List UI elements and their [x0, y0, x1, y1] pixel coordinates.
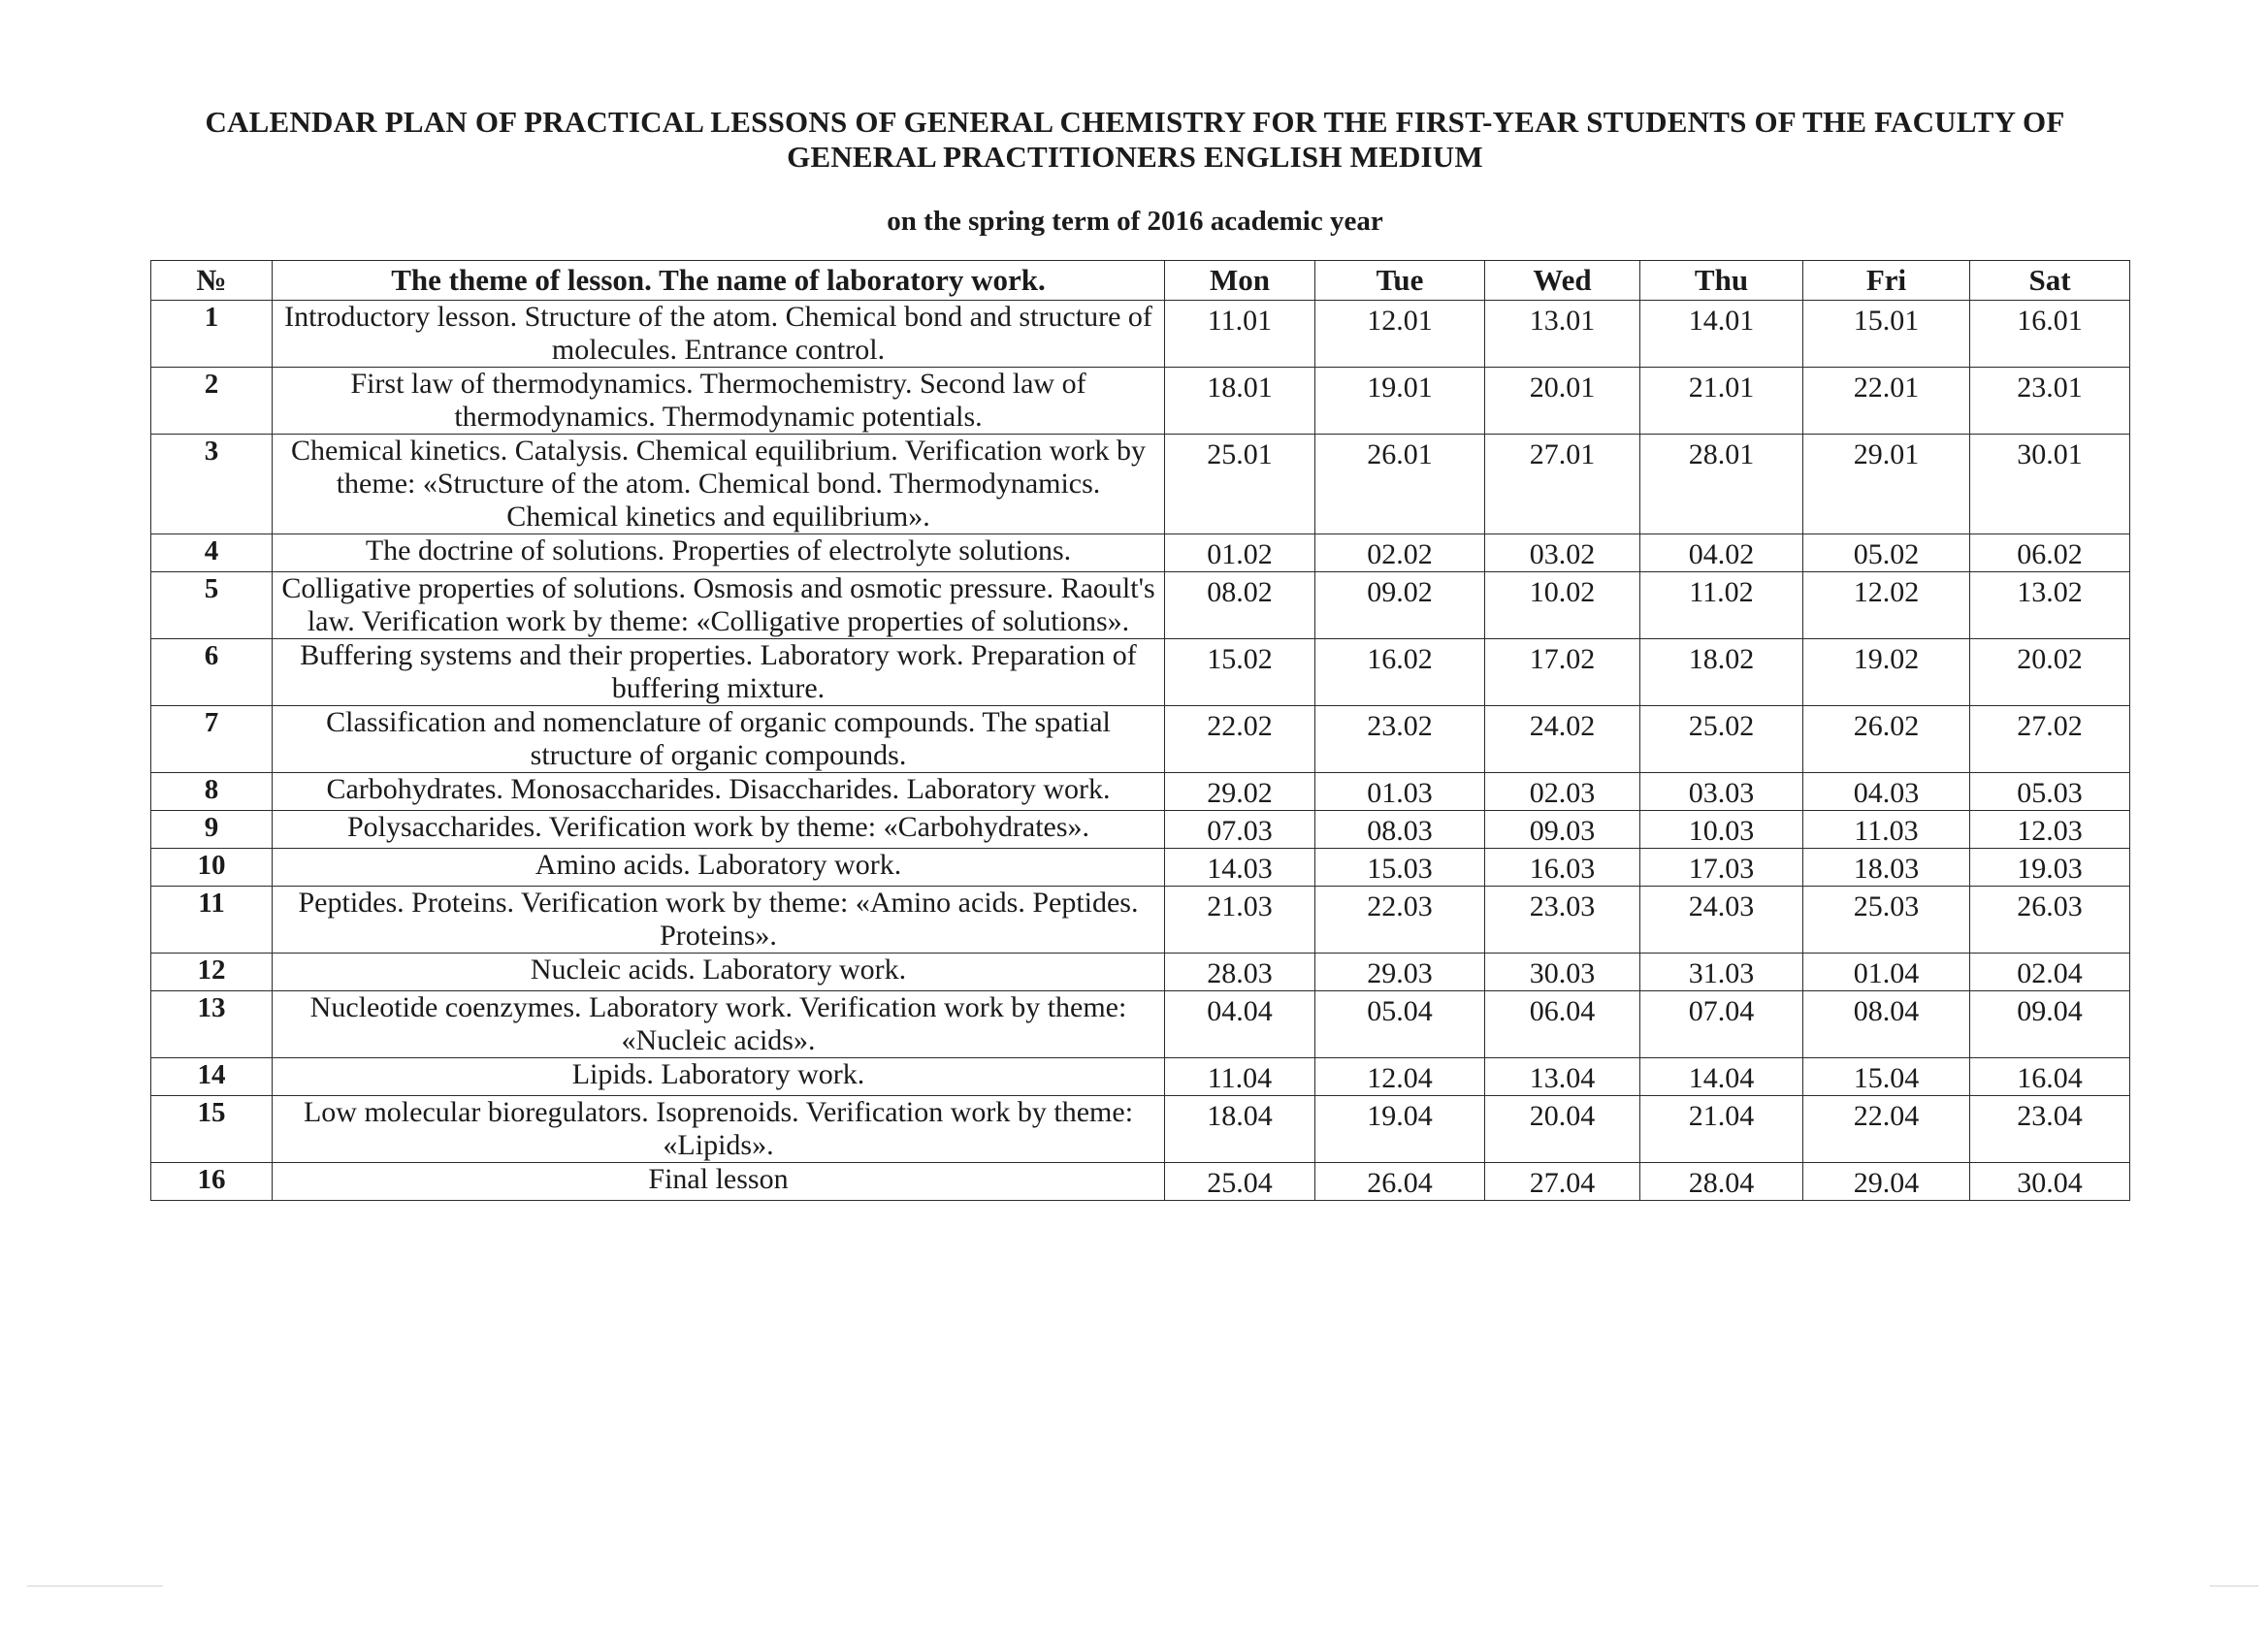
lesson-date-mon: 11.04 — [1165, 1058, 1315, 1096]
lesson-date-sat: 16.01 — [1970, 301, 2130, 368]
lesson-number: 6 — [151, 639, 273, 706]
lesson-date-tue: 29.03 — [1315, 954, 1485, 991]
lesson-date-sat: 02.04 — [1970, 954, 2130, 991]
table-row — [151, 1163, 2130, 1201]
lesson-theme: Amino acids. Laboratory work. — [273, 849, 1165, 887]
lesson-date-tue: 01.03 — [1315, 773, 1485, 811]
lesson-date-mon: 25.04 — [1165, 1163, 1315, 1201]
lesson-date-sat: 23.01 — [1970, 368, 2130, 435]
lesson-date-mon: 14.03 — [1165, 849, 1315, 887]
table-header-row — [151, 261, 2130, 301]
header-wed: Wed — [1485, 261, 1640, 301]
lesson-date-sat: 16.04 — [1970, 1058, 2130, 1096]
table-row — [151, 534, 2130, 572]
lesson-date-thu: 25.02 — [1640, 706, 1803, 773]
lesson-number: 1 — [151, 301, 273, 368]
header-number: № — [151, 261, 273, 301]
lesson-date-thu: 28.04 — [1640, 1163, 1803, 1201]
lesson-date-sat: 26.03 — [1970, 887, 2130, 954]
lesson-theme: Introductory lesson. Structure of the atom. Chemical bond and structure of molecules. Entrance control. — [273, 301, 1165, 368]
table-body — [151, 301, 2130, 1201]
table-row — [151, 773, 2130, 811]
header-theme: The theme of lesson. The name of laboratory work. — [273, 261, 1165, 301]
lesson-number: 12 — [151, 954, 273, 991]
lesson-date-tue: 12.04 — [1315, 1058, 1485, 1096]
lesson-date-fri: 22.04 — [1803, 1096, 1970, 1163]
lesson-date-mon: 28.03 — [1165, 954, 1315, 991]
header-tue: Tue — [1315, 261, 1485, 301]
lesson-theme: The doctrine of solutions. Properties of electrolyte solutions. — [273, 534, 1165, 572]
lesson-date-wed: 06.04 — [1485, 991, 1640, 1058]
lesson-date-fri: 11.03 — [1803, 811, 1970, 849]
lesson-date-wed: 02.03 — [1485, 773, 1640, 811]
lesson-date-tue: 19.04 — [1315, 1096, 1485, 1163]
lesson-number: 4 — [151, 534, 273, 572]
lesson-date-tue: 22.03 — [1315, 887, 1485, 954]
lesson-theme: Polysaccharides. Verification work by theme: «Carbohydrates». — [273, 811, 1165, 849]
table-row — [151, 1096, 2130, 1163]
lesson-date-sat: 27.02 — [1970, 706, 2130, 773]
table-row — [151, 301, 2130, 368]
lesson-date-fri: 15.01 — [1803, 301, 1970, 368]
table-row — [151, 706, 2130, 773]
lesson-date-tue: 26.04 — [1315, 1163, 1485, 1201]
lesson-theme: Final lesson — [273, 1163, 1165, 1201]
lesson-date-wed: 03.02 — [1485, 534, 1640, 572]
lesson-theme: Buffering systems and their properties. Laboratory work. Preparation of buffering mixture. — [273, 639, 1165, 706]
lesson-number: 10 — [151, 849, 273, 887]
lesson-date-thu: 11.02 — [1640, 572, 1803, 639]
lesson-date-sat: 19.03 — [1970, 849, 2130, 887]
lesson-date-fri: 04.03 — [1803, 773, 1970, 811]
lesson-date-sat: 12.03 — [1970, 811, 2130, 849]
lesson-date-thu: 18.02 — [1640, 639, 1803, 706]
lesson-date-mon: 18.04 — [1165, 1096, 1315, 1163]
lesson-date-wed: 27.04 — [1485, 1163, 1640, 1201]
lesson-date-mon: 15.02 — [1165, 639, 1315, 706]
header-sat: Sat — [1970, 261, 2130, 301]
lesson-date-wed: 20.01 — [1485, 368, 1640, 435]
lesson-date-fri: 22.01 — [1803, 368, 1970, 435]
lesson-theme: Chemical kinetics. Catalysis. Chemical equilibrium. Verification work by theme: «Structure of the atom. Chemical bond. Thermodynamics. Chemical kinetics and equilibrium». — [273, 435, 1165, 534]
lesson-date-wed: 30.03 — [1485, 954, 1640, 991]
lesson-date-thu: 24.03 — [1640, 887, 1803, 954]
lesson-date-sat: 05.03 — [1970, 773, 2130, 811]
lesson-date-tue: 19.01 — [1315, 368, 1485, 435]
lesson-date-sat: 20.02 — [1970, 639, 2130, 706]
lesson-date-thu: 03.03 — [1640, 773, 1803, 811]
table-row — [151, 849, 2130, 887]
lesson-date-mon: 22.02 — [1165, 706, 1315, 773]
lesson-number: 13 — [151, 991, 273, 1058]
lesson-theme: Lipids. Laboratory work. — [273, 1058, 1165, 1096]
lesson-number: 15 — [151, 1096, 273, 1163]
table-row — [151, 639, 2130, 706]
lesson-number: 16 — [151, 1163, 273, 1201]
lesson-date-thu: 07.04 — [1640, 991, 1803, 1058]
lesson-date-tue: 16.02 — [1315, 639, 1485, 706]
lesson-date-mon: 07.03 — [1165, 811, 1315, 849]
document-subtitle: on the spring term of 2016 academic year — [887, 206, 1383, 237]
table-row — [151, 368, 2130, 435]
lesson-date-thu: 21.04 — [1640, 1096, 1803, 1163]
lesson-date-fri: 05.02 — [1803, 534, 1970, 572]
lesson-number: 9 — [151, 811, 273, 849]
lesson-date-thu: 17.03 — [1640, 849, 1803, 887]
lesson-theme: Nucleic acids. Laboratory work. — [273, 954, 1165, 991]
lesson-date-tue: 09.02 — [1315, 572, 1485, 639]
lesson-date-tue: 23.02 — [1315, 706, 1485, 773]
lesson-date-mon: 29.02 — [1165, 773, 1315, 811]
table-row — [151, 435, 2130, 534]
lesson-number: 7 — [151, 706, 273, 773]
lesson-date-tue: 08.03 — [1315, 811, 1485, 849]
lesson-date-wed: 24.02 — [1485, 706, 1640, 773]
lesson-date-tue: 05.04 — [1315, 991, 1485, 1058]
lesson-date-mon: 21.03 — [1165, 887, 1315, 954]
lesson-date-wed: 23.03 — [1485, 887, 1640, 954]
lesson-date-mon: 18.01 — [1165, 368, 1315, 435]
lesson-date-wed: 13.04 — [1485, 1058, 1640, 1096]
table-row — [151, 954, 2130, 991]
lesson-date-fri: 08.04 — [1803, 991, 1970, 1058]
lesson-date-tue: 12.01 — [1315, 301, 1485, 368]
lesson-number: 3 — [151, 435, 273, 534]
lesson-date-mon: 04.04 — [1165, 991, 1315, 1058]
lesson-theme: Carbohydrates. Monosaccharides. Disaccharides. Laboratory work. — [273, 773, 1165, 811]
lesson-theme: Nucleotide coenzymes. Laboratory work. Verification work by theme: «Nucleic acids». — [273, 991, 1165, 1058]
header-mon: Mon — [1165, 261, 1315, 301]
lesson-date-fri: 26.02 — [1803, 706, 1970, 773]
lesson-date-wed: 17.02 — [1485, 639, 1640, 706]
document-title: CALENDAR PLAN OF PRACTICAL LESSONS OF GENERAL CHEMISTRY FOR THE FIRST-YEAR STUDENTS OF THE FACULTY OF GENERAL PRACTITIONERS ENGLISH MEDIUM — [205, 105, 2065, 174]
lesson-date-mon: 25.01 — [1165, 435, 1315, 534]
lesson-date-thu: 14.01 — [1640, 301, 1803, 368]
lesson-date-wed: 13.01 — [1485, 301, 1640, 368]
lesson-date-thu: 14.04 — [1640, 1058, 1803, 1096]
table-row — [151, 991, 2130, 1058]
scan-artifact-line — [27, 1585, 163, 1587]
calendar-plan-table — [150, 260, 2130, 1201]
lesson-date-fri: 29.01 — [1803, 435, 1970, 534]
lesson-date-fri: 12.02 — [1803, 572, 1970, 639]
lesson-date-sat: 30.04 — [1970, 1163, 2130, 1201]
lesson-theme: First law of thermodynamics. Thermochemistry. Second law of thermodynamics. Thermodynamic potentials. — [273, 368, 1165, 435]
lesson-date-wed: 09.03 — [1485, 811, 1640, 849]
lesson-number: 5 — [151, 572, 273, 639]
lesson-date-mon: 01.02 — [1165, 534, 1315, 572]
table-row — [151, 1058, 2130, 1096]
lesson-number: 11 — [151, 887, 273, 954]
lesson-theme: Peptides. Proteins. Verification work by theme: «Amino acids. Peptides. Proteins». — [273, 887, 1165, 954]
scan-artifact-line — [2210, 1585, 2258, 1587]
header-thu: Thu — [1640, 261, 1803, 301]
lesson-date-fri: 18.03 — [1803, 849, 1970, 887]
lesson-date-mon: 08.02 — [1165, 572, 1315, 639]
lesson-date-wed: 20.04 — [1485, 1096, 1640, 1163]
lesson-date-fri: 19.02 — [1803, 639, 1970, 706]
lesson-number: 8 — [151, 773, 273, 811]
lesson-date-fri: 25.03 — [1803, 887, 1970, 954]
header-fri: Fri — [1803, 261, 1970, 301]
lesson-theme: Classification and nomenclature of organic compounds. The spatial structure of organic compounds. — [273, 706, 1165, 773]
lesson-date-fri: 29.04 — [1803, 1163, 1970, 1201]
lesson-date-wed: 16.03 — [1485, 849, 1640, 887]
lesson-date-fri: 01.04 — [1803, 954, 1970, 991]
lesson-date-thu: 21.01 — [1640, 368, 1803, 435]
lesson-date-sat: 30.01 — [1970, 435, 2130, 534]
lesson-date-fri: 15.04 — [1803, 1058, 1970, 1096]
lesson-date-tue: 02.02 — [1315, 534, 1485, 572]
lesson-date-sat: 13.02 — [1970, 572, 2130, 639]
lesson-date-thu: 04.02 — [1640, 534, 1803, 572]
lesson-date-tue: 26.01 — [1315, 435, 1485, 534]
lesson-number: 14 — [151, 1058, 273, 1096]
lesson-date-thu: 28.01 — [1640, 435, 1803, 534]
lesson-date-mon: 11.01 — [1165, 301, 1315, 368]
lesson-number: 2 — [151, 368, 273, 435]
lesson-date-thu: 10.03 — [1640, 811, 1803, 849]
lesson-date-sat: 09.04 — [1970, 991, 2130, 1058]
lesson-theme: Colligative properties of solutions. Osmosis and osmotic pressure. Raoult's law. Verification work by theme: «Colligative properties of solutions». — [273, 572, 1165, 639]
lesson-date-sat: 23.04 — [1970, 1096, 2130, 1163]
lesson-theme: Low molecular bioregulators. Isoprenoids. Verification work by theme: «Lipids». — [273, 1096, 1165, 1163]
table-row — [151, 572, 2130, 639]
lesson-date-tue: 15.03 — [1315, 849, 1485, 887]
table-row — [151, 887, 2130, 954]
lesson-date-thu: 31.03 — [1640, 954, 1803, 991]
lesson-date-sat: 06.02 — [1970, 534, 2130, 572]
lesson-date-wed: 27.01 — [1485, 435, 1640, 534]
lesson-date-wed: 10.02 — [1485, 572, 1640, 639]
table-row — [151, 811, 2130, 849]
